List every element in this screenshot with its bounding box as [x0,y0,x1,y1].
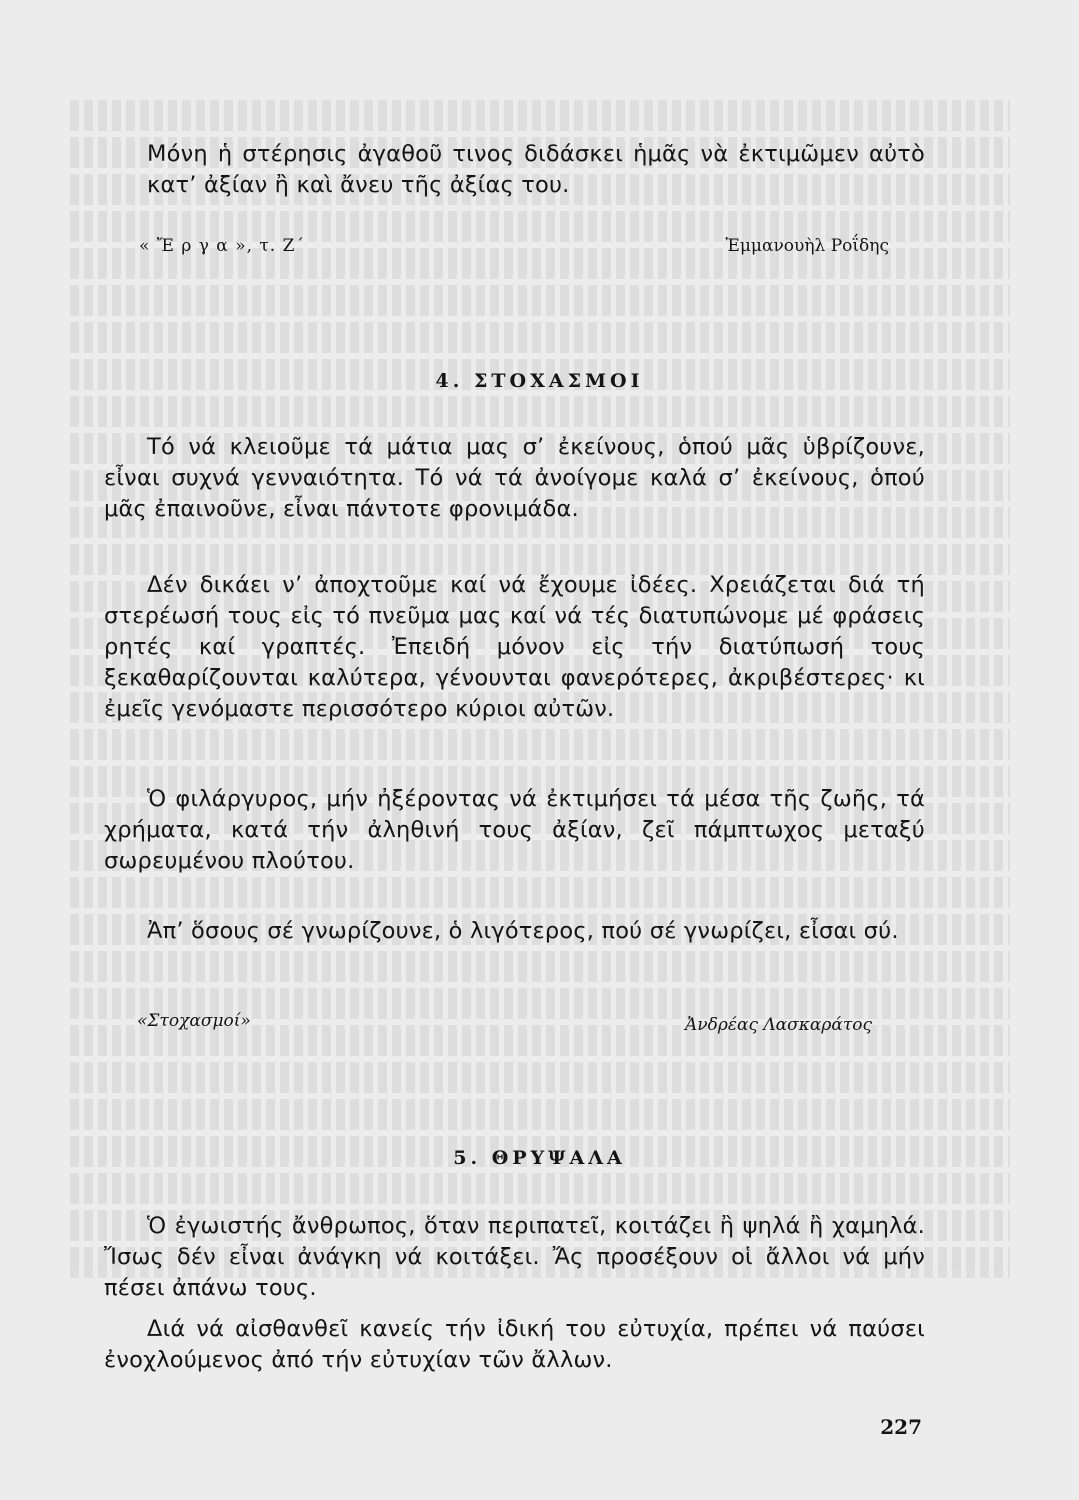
section-4-source: «Στοχασμοί» [137,1011,251,1031]
section-5-paragraph-2: Διά νά αἰσθανθεῖ κανείς τήν ἰδική του εὐτυχία, πρέπει νά παύσει ἐνοχλούμενος ἀπό τήν εὐτυχίαν τῶν ἄλλων. [104,1316,925,1373]
section-4-author: Ἀνδρέας Λασκαράτος [685,1015,872,1035]
section-4-heading: 4. ΣΤΟΧΑΣΜΟΙ [435,370,644,392]
roidis-quote: Μόνη ἡ στέρησις ἀγαθοῦ τινος διδάσκει ἡμᾶς νὰ ἐκτιμῶμεν αὐτὸ κατ’ ἀξίαν ἢ καὶ ἄνευ τῆς ἀξίας του. [147,141,925,198]
roidis-source: « Ἔ ρ γ α », τ. Ζ΄ [139,236,305,256]
section-5-heading: 5. ΘΡΥΨΑΛΑ [453,1147,626,1169]
roidis-author: Ἐμμανουὴλ Ροΐδης [725,236,889,256]
section-5-paragraph-1: Ὁ ἐγωιστής ἄνθρωπος, ὅταν περιπατεῖ, κοιτάζει ἢ ψηλά ἢ χαμηλά. Ἴσως δέν εἶναι ἀνάγκη νά κοιτάξει. Ἄς προσέξουν οἱ ἄλλοι νά μήν πέσει ἀπάνω τους. [104,1213,925,1301]
section-4-paragraph-4: Ἀπ’ ὅσους σέ γνωρίζουνε, ὁ λιγότερος, πού σέ γνωρίζει, εἶσαι σύ. [147,918,899,944]
section-4-paragraph-1: Τό νά κλειοῦμε τά μάτια μας σ’ ἐκείνους, ὁπού μᾶς ὑβρίζουνε, εἶναι συχνά γενναιότητα. Τό νά τά ἀνοίγομε καλά σ’ ἐκείνους, ὁπού μᾶς ἐπαινοῦνε, εἶναι πάντοτε φρονιμάδα. [104,434,925,522]
section-4-paragraph-3: Ὁ φιλάργυρος, μήν ἠξέροντας νά ἐκτιμήσει τά μέσα τῆς ζωῆς, τά χρήματα, κατά τήν ἀληθινή τους ἀξίαν, ζεῖ πάμπτωχος μεταξύ σωρευμένου πλούτου. [104,786,925,874]
page-number: 227 [880,1415,922,1439]
section-4-paragraph-2: Δέν δικάει ν’ ἀποχτοῦμε καί νά ἔχουμε ἰδέες. Χρειάζεται διά τή στερέωσή τους εἰς τό πνεῦμα μας καί νά τές διατυπώνομε μέ φράσεις ρητές καί γραπτές. Ἐπειδή μόνον εἰς τήν διατύπωσή τους ξεκαθαρίζουνται καλύτερα, γένουνται φανερότερες, ἀκριβέστερες· κι ἐμεῖς γενόμαστε περισσότερο κύριοι αὐτῶν. [104,572,925,722]
bleed-through-texture [70,100,1010,1400]
